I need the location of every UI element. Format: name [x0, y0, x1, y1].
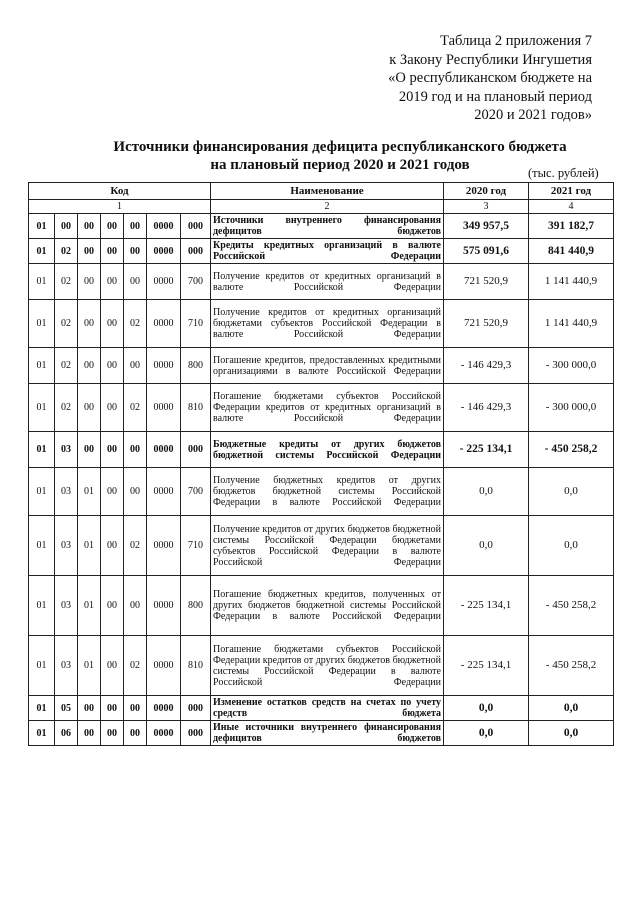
- code-cell: 01: [29, 721, 55, 746]
- column-index-row: [29, 200, 614, 214]
- units-label: (тыс. рублей): [528, 166, 599, 180]
- table-row: [29, 696, 614, 721]
- value-2020-cell: - 225 134,1: [444, 576, 529, 636]
- name-cell: Получение кредитов от кредитных организаций в валюте Российской Федерации: [211, 264, 444, 300]
- code-cell: 00: [124, 239, 147, 264]
- code-cell: 01: [78, 636, 101, 696]
- code-cell: 03: [55, 516, 78, 576]
- table-body: [29, 214, 614, 746]
- code-cell: 00: [124, 721, 147, 746]
- code-cell: 03: [55, 636, 78, 696]
- code-cell: 00: [101, 516, 124, 576]
- name-cell: Кредиты кредитных организаций в валюте Российской Федерации: [211, 239, 444, 264]
- name-cell: Погашение кредитов, предоставленных кредитными организациями в валюте Российской Федерации: [211, 348, 444, 384]
- value-2021-cell: - 450 258,2: [529, 576, 614, 636]
- code-cell: 05: [55, 696, 78, 721]
- code-cell: 00: [124, 348, 147, 384]
- code-cell: 00: [101, 300, 124, 348]
- table-header-row: [29, 183, 614, 200]
- code-cell: 700: [181, 468, 211, 516]
- header-line: 2019 год и на плановый период: [398, 88, 592, 105]
- code-cell: 01: [29, 636, 55, 696]
- name-cell: Получение кредитов от кредитных организаций бюджетами субъектов Российской Федерации в валюте Российской Федерации: [211, 300, 444, 348]
- code-cell: 00: [101, 468, 124, 516]
- code-cell: 800: [181, 348, 211, 384]
- code-column-header: Код: [29, 183, 211, 200]
- value-2020-cell: 575 091,6: [444, 239, 529, 264]
- year-2021-column-header: 2021 год: [529, 183, 614, 200]
- code-cell: 00: [101, 348, 124, 384]
- code-cell: 00: [78, 300, 101, 348]
- name-cell: Погашение бюджетами субъектов Российской Федерации кредитов от кредитных организаций в валюте Российской Федерации: [211, 384, 444, 432]
- table-row: [29, 721, 614, 746]
- title-line: на плановый период 2020 и 2021 годов: [210, 157, 470, 173]
- code-cell: 700: [181, 264, 211, 300]
- code-cell: 03: [55, 576, 78, 636]
- code-cell: 01: [29, 300, 55, 348]
- code-cell: 00: [55, 214, 78, 239]
- name-cell: Бюджетные кредиты от других бюджетов бюджетной системы Российской Федерации: [211, 432, 444, 468]
- code-cell: 000: [181, 214, 211, 239]
- code-cell: 0000: [147, 636, 181, 696]
- code-cell: 0000: [147, 576, 181, 636]
- document-header: [360, 32, 592, 125]
- code-cell: 000: [181, 432, 211, 468]
- column-index: 1: [29, 200, 211, 214]
- code-cell: 00: [101, 721, 124, 746]
- column-index: 3: [444, 200, 529, 214]
- code-cell: 00: [78, 384, 101, 432]
- header-line: Таблица 2 приложения 7: [440, 33, 592, 49]
- code-cell: 01: [29, 696, 55, 721]
- code-cell: 000: [181, 239, 211, 264]
- value-2021-cell: 0,0: [529, 516, 614, 576]
- code-cell: 0000: [147, 516, 181, 576]
- value-2021-cell: - 300 000,0: [529, 384, 614, 432]
- code-cell: 02: [124, 300, 147, 348]
- table-row: [29, 214, 614, 239]
- value-2020-cell: 349 957,5: [444, 214, 529, 239]
- code-cell: 00: [124, 696, 147, 721]
- table-row: [29, 300, 614, 348]
- code-cell: 02: [55, 348, 78, 384]
- table-row: [29, 432, 614, 468]
- table-row: [29, 384, 614, 432]
- table-row: [29, 468, 614, 516]
- code-cell: 00: [101, 636, 124, 696]
- code-cell: 00: [101, 214, 124, 239]
- header-line: «О республиканском бюджете на: [388, 70, 592, 86]
- name-column-header: Наименование: [211, 183, 444, 200]
- code-cell: 0000: [147, 432, 181, 468]
- code-cell: 01: [29, 384, 55, 432]
- value-2020-cell: 0,0: [444, 516, 529, 576]
- code-cell: 0000: [147, 348, 181, 384]
- name-cell: Погашение бюджетами субъектов Российской Федерации кредитов от других бюджетов бюджетной системы Российской Федерации в валюте Российской Федерации: [211, 636, 444, 696]
- code-cell: 02: [55, 300, 78, 348]
- code-cell: 00: [101, 576, 124, 636]
- name-cell: Получение кредитов от других бюджетов бюджетной системы Российской Федерации бюджетами субъектов Российской Федерации в валюте Российской Федерации: [211, 516, 444, 576]
- code-cell: 01: [29, 432, 55, 468]
- table-row: [29, 264, 614, 300]
- code-cell: 0000: [147, 264, 181, 300]
- table-row: [29, 576, 614, 636]
- code-cell: 0000: [147, 214, 181, 239]
- value-2021-cell: - 300 000,0: [529, 348, 614, 384]
- code-cell: 00: [124, 576, 147, 636]
- header-line: к Закону Республики Ингушетия: [389, 51, 592, 68]
- code-cell: 00: [78, 696, 101, 721]
- code-cell: 00: [78, 264, 101, 300]
- name-cell: Источники внутреннего финансирования дефицитов бюджетов: [211, 214, 444, 239]
- code-cell: 0000: [147, 300, 181, 348]
- value-2021-cell: 1 141 440,9: [529, 264, 614, 300]
- value-2020-cell: 721 520,9: [444, 300, 529, 348]
- code-cell: 01: [29, 214, 55, 239]
- code-cell: 710: [181, 516, 211, 576]
- code-cell: 02: [124, 516, 147, 576]
- code-cell: 01: [78, 468, 101, 516]
- code-cell: 01: [29, 239, 55, 264]
- code-cell: 710: [181, 300, 211, 348]
- code-cell: 0000: [147, 696, 181, 721]
- title-line: Источники финансирования дефицита республиканского бюджета: [113, 139, 567, 155]
- code-cell: 00: [124, 468, 147, 516]
- code-cell: 01: [29, 576, 55, 636]
- table-row: [29, 348, 614, 384]
- code-cell: 02: [124, 384, 147, 432]
- code-cell: 0000: [147, 239, 181, 264]
- table-row: [29, 516, 614, 576]
- code-cell: 02: [55, 264, 78, 300]
- code-cell: 00: [78, 348, 101, 384]
- column-index: 2: [211, 200, 444, 214]
- value-2020-cell: - 146 429,3: [444, 384, 529, 432]
- code-cell: 00: [78, 432, 101, 468]
- code-cell: 810: [181, 384, 211, 432]
- value-2021-cell: 391 182,7: [529, 214, 614, 239]
- table-row: [29, 636, 614, 696]
- code-cell: 01: [29, 348, 55, 384]
- value-2021-cell: - 450 258,2: [529, 636, 614, 696]
- table-row: [29, 239, 614, 264]
- code-cell: 00: [101, 432, 124, 468]
- code-cell: 000: [181, 696, 211, 721]
- code-cell: 00: [78, 239, 101, 264]
- value-2020-cell: 0,0: [444, 696, 529, 721]
- code-cell: 00: [101, 239, 124, 264]
- code-cell: 00: [101, 264, 124, 300]
- year-2020-column-header: 2020 год: [444, 183, 529, 200]
- code-cell: 02: [124, 636, 147, 696]
- value-2020-cell: - 225 134,1: [444, 432, 529, 468]
- name-cell: Изменение остатков средств на счетах по учету средств бюджета: [211, 696, 444, 721]
- code-cell: 00: [78, 721, 101, 746]
- code-cell: 00: [124, 264, 147, 300]
- name-cell: Иные источники внутреннего финансирования дефицитов бюджетов: [211, 721, 444, 746]
- value-2020-cell: - 146 429,3: [444, 348, 529, 384]
- code-cell: 00: [101, 696, 124, 721]
- value-2021-cell: 0,0: [529, 468, 614, 516]
- code-cell: 03: [55, 432, 78, 468]
- code-cell: 0000: [147, 384, 181, 432]
- code-cell: 800: [181, 576, 211, 636]
- value-2020-cell: 0,0: [444, 721, 529, 746]
- code-cell: 06: [55, 721, 78, 746]
- code-cell: 00: [101, 384, 124, 432]
- value-2021-cell: 841 440,9: [529, 239, 614, 264]
- code-cell: 03: [55, 468, 78, 516]
- code-cell: 810: [181, 636, 211, 696]
- code-cell: 000: [181, 721, 211, 746]
- code-cell: 01: [29, 264, 55, 300]
- code-cell: 0000: [147, 721, 181, 746]
- code-cell: 01: [78, 516, 101, 576]
- value-2021-cell: 0,0: [529, 696, 614, 721]
- code-cell: 00: [78, 214, 101, 239]
- value-2020-cell: - 225 134,1: [444, 636, 529, 696]
- code-cell: 02: [55, 384, 78, 432]
- value-2021-cell: 0,0: [529, 721, 614, 746]
- code-cell: 00: [124, 214, 147, 239]
- financing-sources-table: [28, 182, 614, 746]
- code-cell: 01: [29, 468, 55, 516]
- code-cell: 02: [55, 239, 78, 264]
- value-2021-cell: 1 141 440,9: [529, 300, 614, 348]
- column-index: 4: [529, 200, 614, 214]
- code-cell: 00: [124, 432, 147, 468]
- header-line: 2020 и 2021 годов»: [474, 107, 592, 123]
- code-cell: 01: [29, 516, 55, 576]
- value-2020-cell: 0,0: [444, 468, 529, 516]
- value-2021-cell: - 450 258,2: [529, 432, 614, 468]
- code-cell: 0000: [147, 468, 181, 516]
- name-cell: Получение бюджетных кредитов от других бюджетов бюджетной системы Российской Федерации в валюте Российской Федерации: [211, 468, 444, 516]
- code-cell: 01: [78, 576, 101, 636]
- name-cell: Погашение бюджетных кредитов, полученных от других бюджетов бюджетной системы Российской Федерации в валюте Российской Федерации: [211, 576, 444, 636]
- value-2020-cell: 721 520,9: [444, 264, 529, 300]
